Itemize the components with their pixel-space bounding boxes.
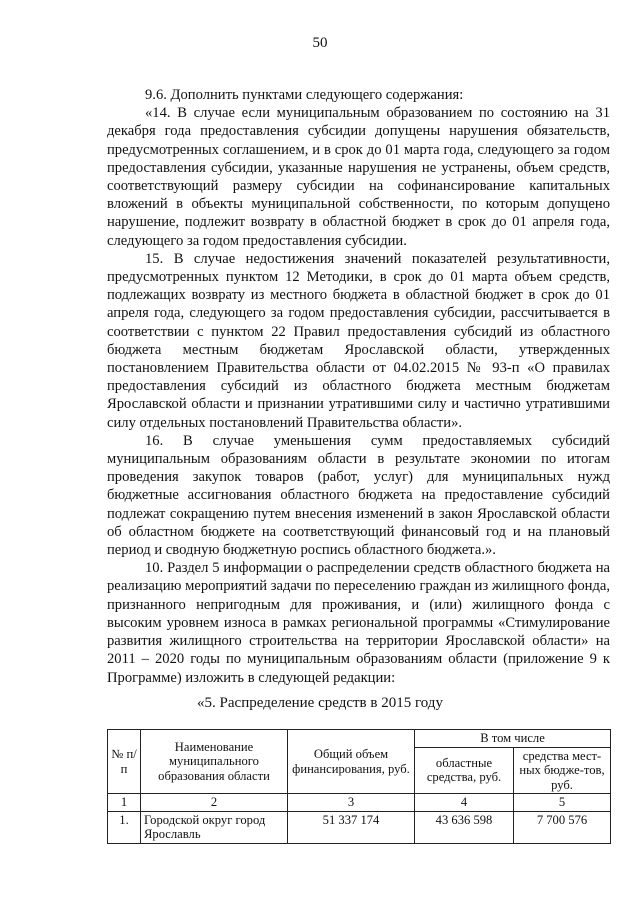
col-number: 2 xyxy=(141,794,288,812)
paragraph-9-6: 9.6. Дополнить пунктами следующего содержания: xyxy=(145,87,464,103)
col-number: 4 xyxy=(415,794,514,812)
header-including: В том числе xyxy=(415,730,611,748)
header-total: Общий объем финансирования, руб. xyxy=(288,730,415,794)
paragraph-15: 15. В случае недостижения значений показателей результативности, предусмотренных пунктом 12 Методики, в срок до 01 марта объем средств, подлежащих возврату из местного бюджета в областной бюджет в срок до 01 апреля года, следующего за годом предоставления субсидии, рассчитывается в соответствии с пунктом 22 Правил предоставления субсидий из областного бюджета местным бюджетам Ярославской области, утвержденных постановлением Правительства области от 04.02.2015 № 93-п «О правилах предоставления субсидий из областного бюджета местным бюджетам Ярославской области и признании утратившими силу и частично утратившими силу отдельных постановлений Правительства области». xyxy=(107,250,610,431)
header-name: Наименование муниципального образования области xyxy=(141,730,288,794)
header-local: средства мест-ных бюдже-тов, руб. xyxy=(514,747,611,794)
col-number: 5 xyxy=(514,794,611,812)
paragraph-14: «14. В случае если муниципальным образованием по состоянию на 31 декабря года предоставления субсидии допущены нарушения обязательств, предусмотренных соглашением, и в срок до 01 марта года, следующего за годом предоставления субсидии, указанные нарушения не устранены, объем средств, соответствующий размеру субсидии на софинансирование капитальных вложений в объекты муниципальной собственности, по которым допущено нарушение, подлежит возврату в областной бюджет в срок до 01 апреля года, следующего за годом предоставления субсидии. xyxy=(107,105,610,249)
header-num: № п/п xyxy=(108,730,141,794)
col-number: 3 xyxy=(288,794,415,812)
header-row xyxy=(108,730,611,748)
row-total: 51 337 174 xyxy=(288,811,415,843)
table-row xyxy=(108,811,611,843)
column-number-row xyxy=(108,794,611,812)
table-title: «5. Распределение средств в 2015 году xyxy=(197,695,443,711)
row-num: 1. xyxy=(108,811,141,843)
header-regional: областные средства, руб. xyxy=(415,747,514,794)
distribution-table xyxy=(107,729,611,844)
paragraph-10: 10. Раздел 5 информации о распределении средств областного бюджета на реализацию мероприятий задачи по переселению граждан из жилищного фонда, признанного непригодным для проживания, и (или) жилищного фонда с высоким уровнем износа в рамках региональной программы «Стимулирование развития жилищного строительства на территории Ярославской области» на 2011 – 2020 годы по муниципальным образованиям области (приложение 9 к Программе) изложить в следующей редакции: xyxy=(107,560,610,686)
paragraph-16: 16. В случае уменьшения сумм предоставляемых субсидий муниципальным образованиям области в результате экономии по итогам проведения закупок товаров (работ, услуг) для муниципальных нужд бюджетные ассигнования областного бюджета на предоставление субсидий подлежат сокращению путем внесения изменений в закон Ярославской области об областном бюджете на соответствующий финансовый год и на плановый период и сводную бюджетную роспись областного бюджета.». xyxy=(107,432,610,559)
row-name: Городской округ город Ярославль xyxy=(141,811,288,843)
document-body xyxy=(107,86,610,687)
col-number: 1 xyxy=(108,794,141,812)
page-number: 50 xyxy=(312,35,328,51)
row-local: 7 700 576 xyxy=(514,811,611,843)
row-regional: 43 636 598 xyxy=(415,811,514,843)
